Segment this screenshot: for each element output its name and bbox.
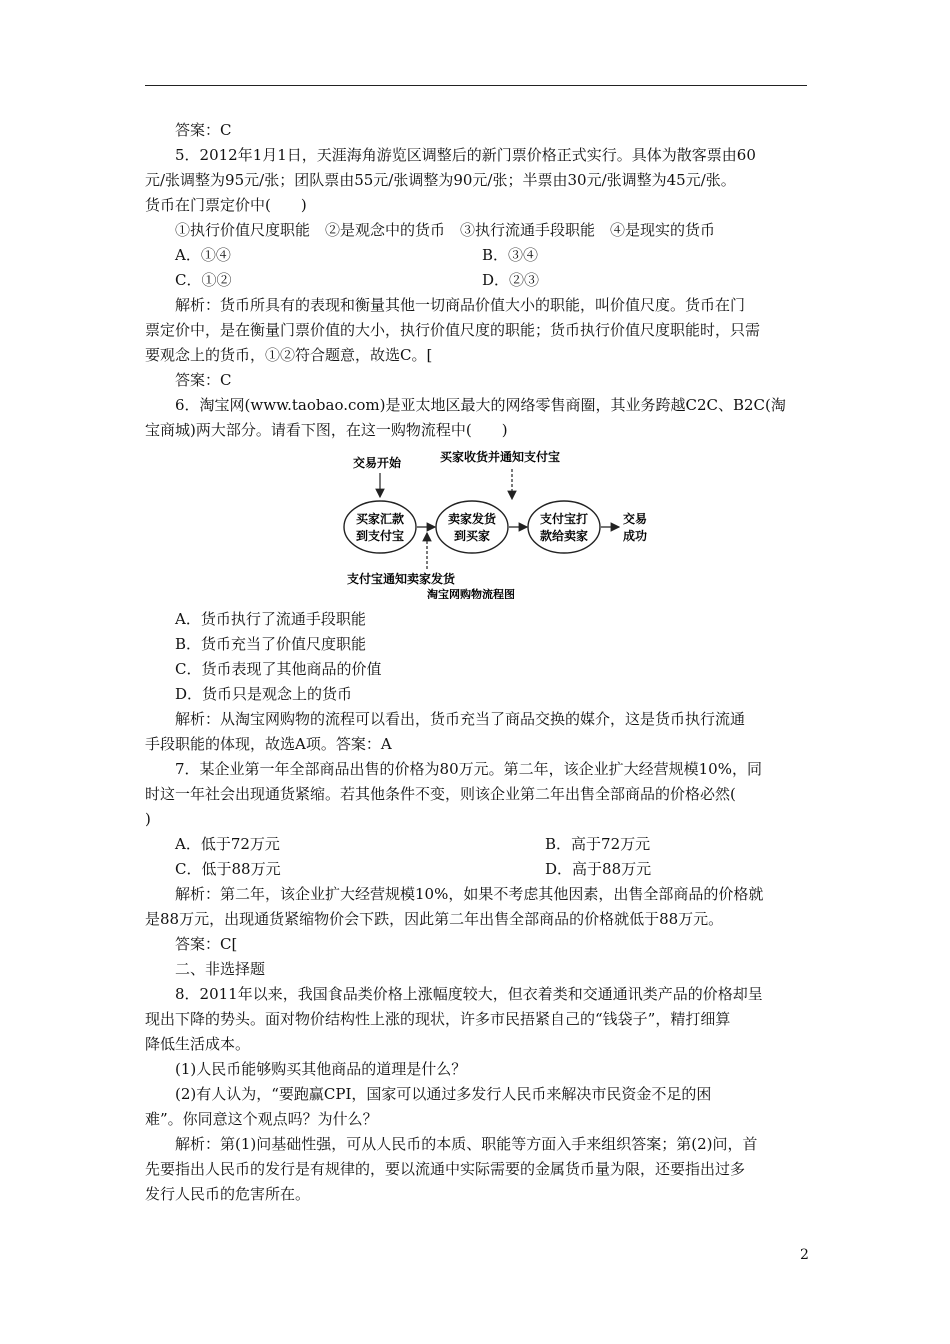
q5-option-a: A．①④ <box>175 246 231 264</box>
q5-options-row-2 <box>145 268 807 293</box>
q8-line-3: 降低生活成本。 <box>145 1035 251 1053</box>
q6-option-c: C．货币表现了其他商品的价值 <box>175 660 382 678</box>
q8-sub-2-line-2: 难”。你同意这个观点吗？为什么？ <box>145 1110 378 1128</box>
flow-node-2-line-2: 到买家 <box>453 529 491 543</box>
q8-sub-1: (1)人民币能够购买其他商品的道理是什么？ <box>175 1060 467 1078</box>
flow-diagram <box>145 447 807 599</box>
q5-option-c: C．①② <box>175 271 232 289</box>
q8-line-2: 现出下降的势头。面对物价结构性上涨的现状，许多市民捂紧自己的“钱袋子”，精打细算 <box>145 1010 731 1028</box>
q8-analysis-1: 解析：第(1)问基础性强，可从人民币的本质、职能等方面入手来组织答案；第(2)问，首 <box>175 1135 758 1153</box>
q6-line-1: 6．淘宝网(www.taobao.com)是亚太地区最大的网络零售商圈，其业务跨越C2C、B2C(淘 <box>175 396 786 414</box>
answer-4: 答案：C <box>175 121 232 139</box>
q5-analysis-1: 解析：货币所具有的表现和衡量其他一切商品价值大小的职能，叫价值尺度。货币在门 <box>175 296 746 314</box>
q8-analysis-3: 发行人民币的危害所在。 <box>145 1185 311 1203</box>
q5-analysis-2: 票定价中，是在衡量门票价值的大小，执行价值尺度的职能；货币执行价值尺度职能时，只需 <box>145 321 761 339</box>
q5-line-1: 5．2012年1月1日，天涯海角游览区调整后的新门票价格正式实行。具体为散客票由60 <box>175 146 756 164</box>
flow-node-3-line-1: 支付宝打 <box>539 512 589 526</box>
flow-caption: 淘宝网购物流程图 <box>427 588 515 599</box>
flow-node-2 <box>436 501 508 553</box>
q6-option-d: D．货币只是观念上的货币 <box>175 685 353 703</box>
q7-line-1: 7．某企业第一年全部商品出售的价格为80万元。第二年，该企业扩大经营规模10%，同 <box>175 760 762 778</box>
q8-line-1: 8．2011年以来，我国食品类价格上涨幅度较大，但衣着类和交通通讯类产品的价格却呈 <box>175 985 763 1003</box>
q6-option-b: B．货币充当了价值尺度职能 <box>175 635 367 653</box>
document-body <box>145 118 807 1207</box>
q7-option-a: A．低于72万元 <box>175 835 280 853</box>
flow-node-3 <box>528 501 600 553</box>
page-number: 2 <box>800 1247 809 1263</box>
flow-end-line-1: 交易 <box>622 512 648 526</box>
q7-option-c: C．低于88万元 <box>175 860 281 878</box>
section-heading: 二、非选择题 <box>175 960 266 978</box>
answer-7: 答案：C[ <box>175 935 238 953</box>
flow-bottom-note: 支付宝通知卖家发货 <box>347 572 456 586</box>
q6-analysis-2: 手段职能的体现，故选A项。答案：A <box>145 735 392 753</box>
flow-end-line-2: 成功 <box>622 529 648 543</box>
flow-node-1-line-1: 买家汇款 <box>355 512 405 526</box>
q6-analysis-1: 解析：从淘宝网购物的流程可以看出，货币充当了商品交换的媒介，这是货币执行流通 <box>175 710 746 728</box>
q5-statements: ①执行价值尺度职能 ②是观念中的货币 ③执行流通手段职能 ④是现实的货币 <box>175 221 716 239</box>
q5-analysis-3: 要观念上的货币，①②符合题意，故选C。[ <box>145 346 433 364</box>
q5-option-d: D．②③ <box>482 271 540 289</box>
q5-line-3: 货币在门票定价中( ) <box>145 196 307 214</box>
q8-analysis-2: 先要指出人民币的发行是有规律的，要以流通中实际需要的金属货币量为限，还要指出过多 <box>145 1160 746 1178</box>
q7-options-row-1 <box>145 832 807 857</box>
flow-start-label: 交易开始 <box>353 456 402 470</box>
q8-sub-2-line-1: (2)有人认为，“要跑赢CPI，国家可以通过多发行人民币来解决市民资金不足的困 <box>175 1085 712 1103</box>
q7-line-2: 时这一年社会出现通货紧缩。若其他条件不变，则该企业第二年出售全部商品的价格必然( <box>145 785 736 803</box>
q7-analysis-2: 是88万元，出现通货紧缩物价会下跌，因此第二年出售全部商品的价格就低于88万元。 <box>145 910 724 928</box>
flow-node-2-line-1: 卖家发货 <box>447 512 497 526</box>
q7-analysis-1: 解析：第二年，该企业扩大经营规模10%，如果不考虑其他因素，出售全部商品的价格就 <box>175 885 764 903</box>
q5-options-row-1 <box>145 243 807 268</box>
q6-option-a: A．货币执行了流通手段职能 <box>175 610 366 628</box>
q7-options-row-2 <box>145 857 807 882</box>
flow-top-note: 买家收货并通知支付宝 <box>440 450 561 464</box>
q5-option-b: B．③④ <box>482 246 539 264</box>
q7-option-b: B．高于72万元 <box>545 835 651 853</box>
flow-node-1 <box>344 501 416 553</box>
flow-node-1-line-2: 到支付宝 <box>355 529 405 543</box>
q5-line-2: 元/张调整为95元/张；团队票由55元/张调整为90元/张；半票由30元/张调整为45元/张。 <box>145 171 736 189</box>
q6-line-2: 宝商城)两大部分。请看下图，在这一购物流程中( ) <box>145 421 508 439</box>
header-rule <box>145 85 807 86</box>
flow-node-3-line-2: 款给卖家 <box>539 529 589 543</box>
answer-5: 答案：C <box>175 371 232 389</box>
q7-line-3: ) <box>145 810 151 828</box>
q7-option-d: D．高于88万元 <box>545 860 652 878</box>
